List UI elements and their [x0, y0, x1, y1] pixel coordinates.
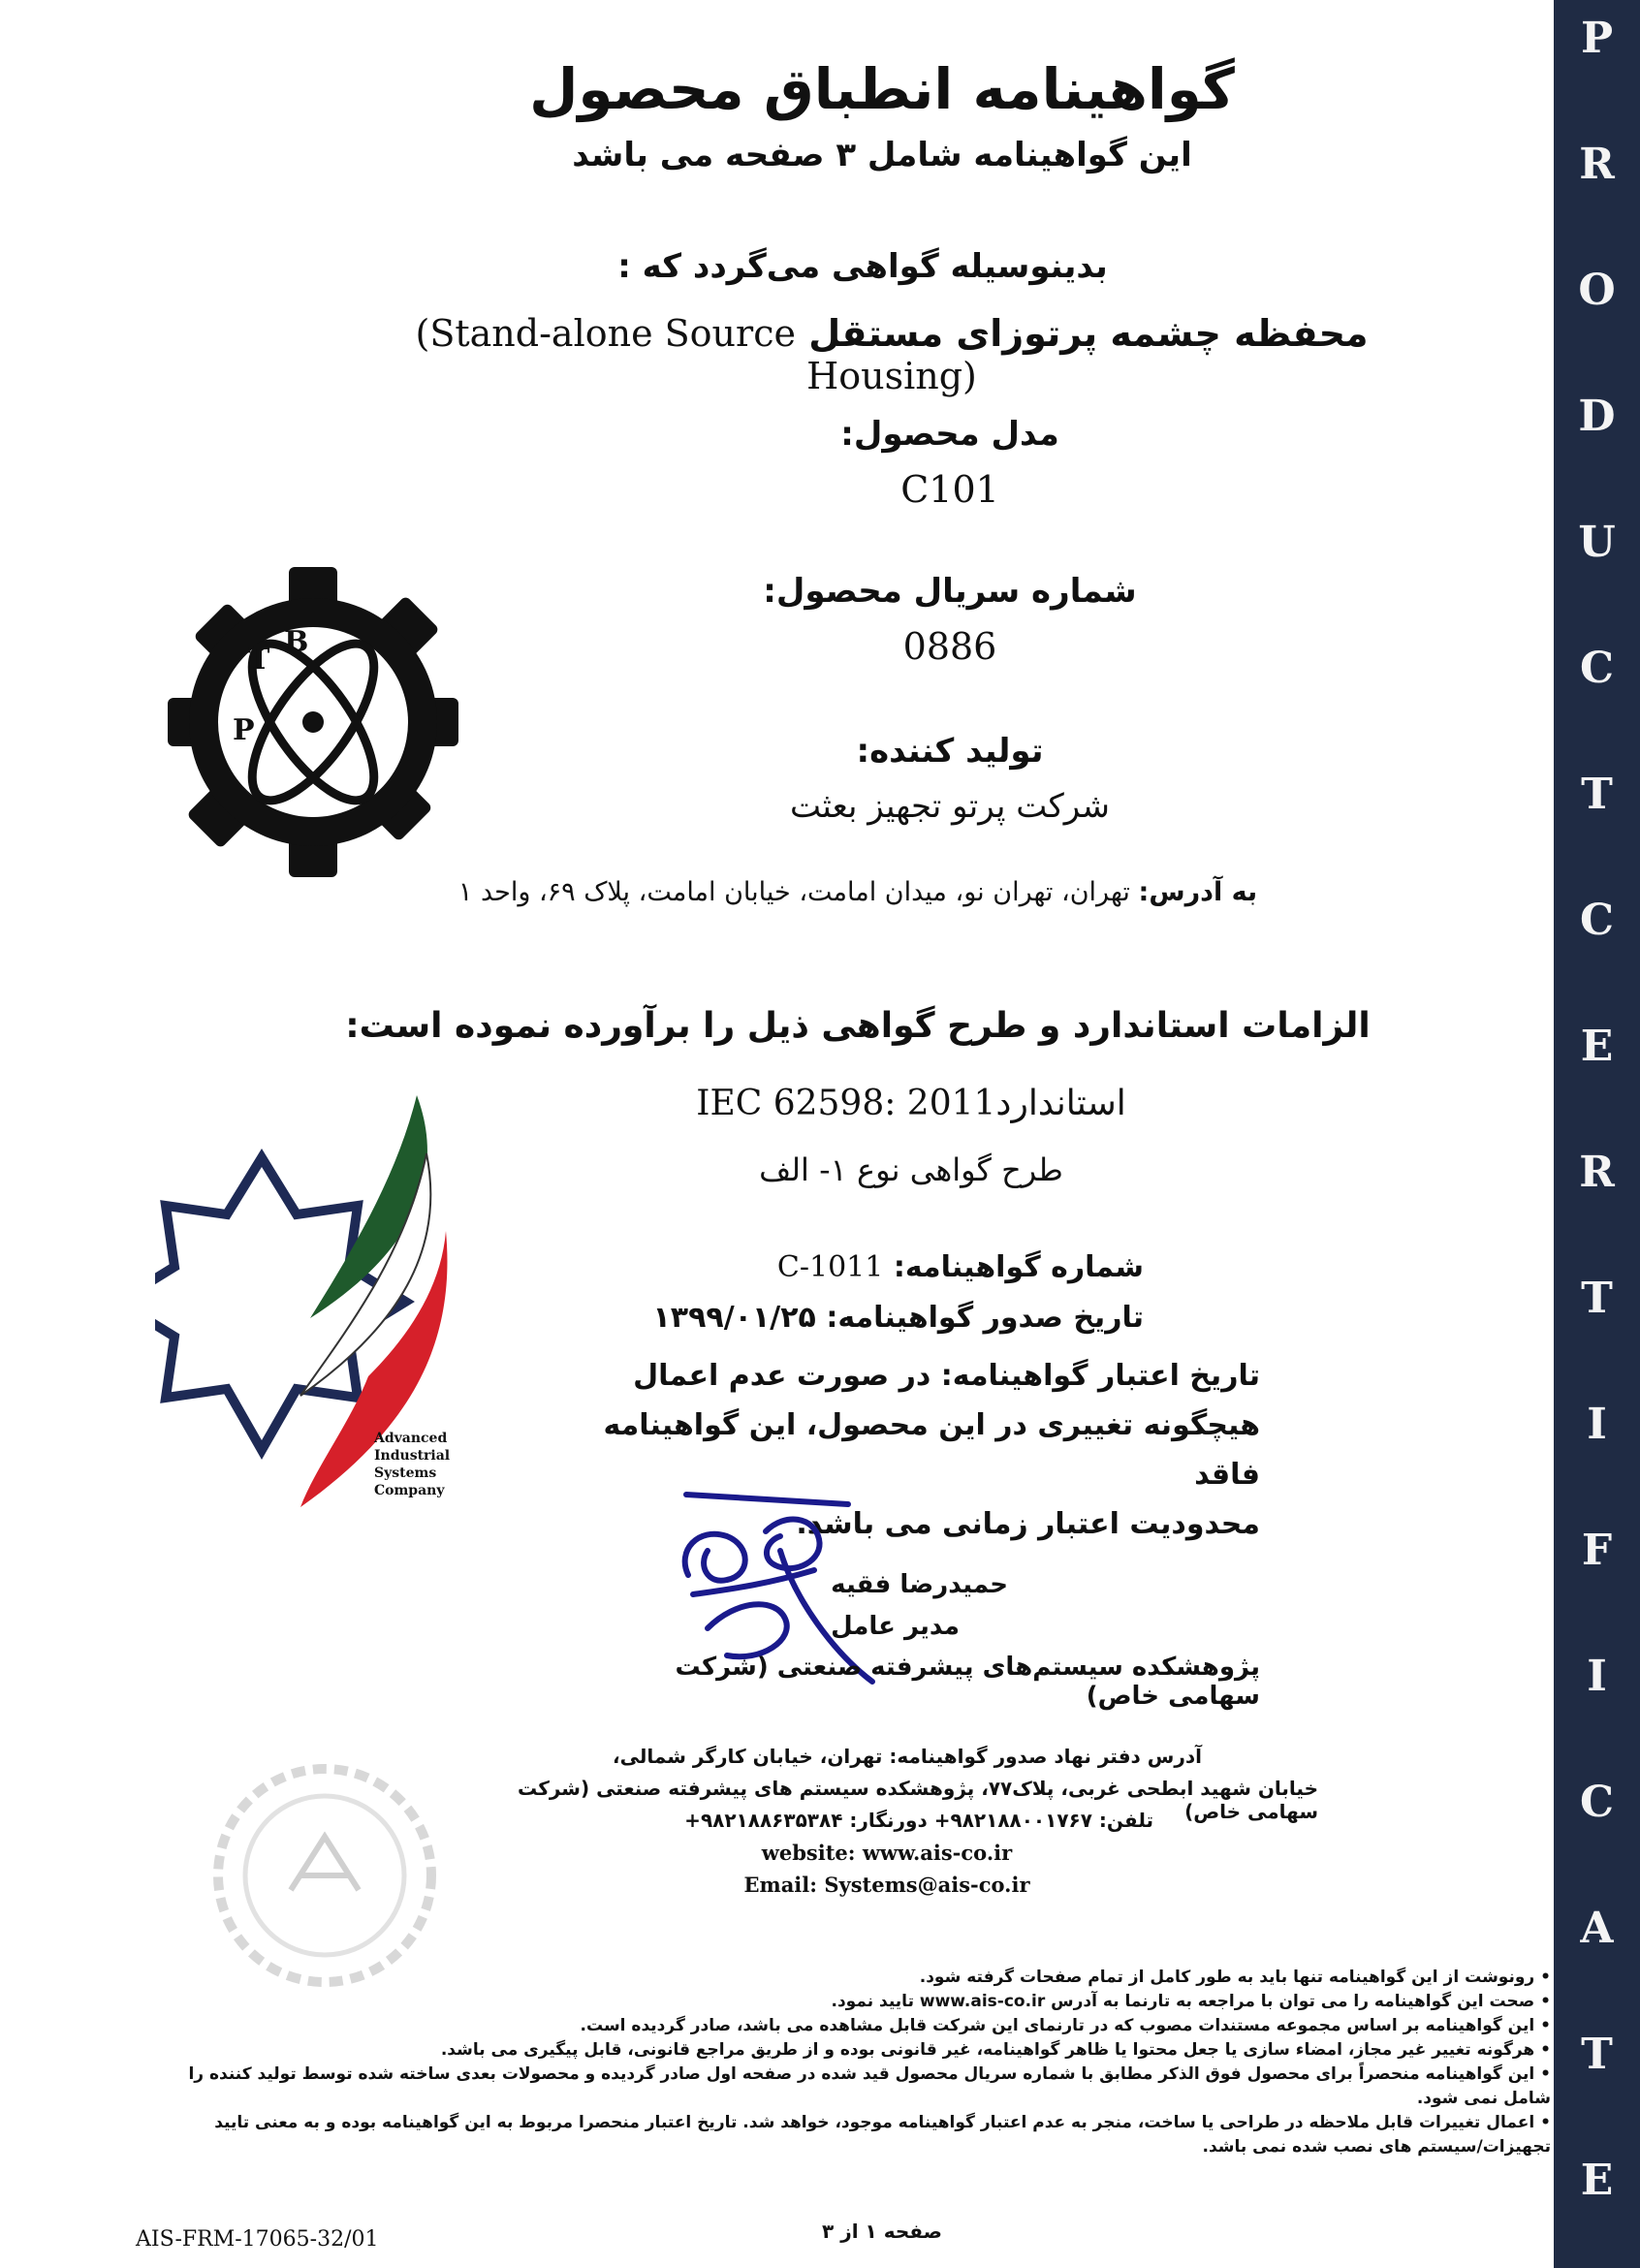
ptb-gear-logo [163, 562, 463, 882]
band-letter: U [1578, 518, 1616, 567]
note-item: • صحت این گواهینامه را می توان با مراجعه به تارنما به آدرس www.ais-co.ir تایید نمود. [831, 1992, 1551, 2011]
serial-label: شماره سریال محصول: [763, 572, 1137, 611]
model-label: مدل محصول: [840, 415, 1059, 454]
note-item: • این گواهینامه بر اساس مجموعه مستندات مصوب که در تارنمای این شرکت قابل مشاهده می باشد، صادر گردیده است. [580, 2016, 1551, 2035]
issuer-company: پژوهشکده سیستم‌های پیشرفته صنعتی (شرکت سهامی خاص) [675, 1653, 1260, 1711]
ptb-letter-t: T [248, 643, 270, 677]
band-letter: O [1578, 266, 1616, 315]
standard-value: IEC 62598: 2011 [696, 1084, 996, 1123]
note-text: صحت این گواهینامه را می توان با مراجعه به تارنما به آدرس www.ais-co.ir تایید نمود. [831, 1992, 1535, 2011]
manufacturer-address [368, 877, 1347, 907]
note-item: • این گواهینامه منحصراً برای محصول فوق الذکر مطابق با شماره سریال محصول قید شده در صفحه اول صادر گردیده و محصولات بعدی ساخته شده توسط تولید کننده را شامل نمی شود. [188, 2064, 1551, 2108]
band-letter: C [1579, 896, 1615, 945]
band-letter: A [1580, 1904, 1614, 1953]
certificate-number-value: C-1011 [776, 1250, 884, 1284]
issue-date-value: ۱۳۹۹/۰۱/۲۵ [652, 1301, 816, 1335]
band-letter: R [1579, 140, 1615, 189]
standard-line [601, 1084, 1221, 1123]
note-text: این گواهینامه منحصراً برای محصول فوق الذکر مطابق با شماره سریال محصول قید شده در صفحه اول صادر گردیده و محصولات بعدی ساخته شده توسط تولید کننده را شامل نمی شود. [188, 2064, 1551, 2108]
band-letter: P [1580, 14, 1614, 63]
certificate-subtitle: این گواهینامه شامل ۳ صفحه می باشد [572, 136, 1192, 174]
band-letter: D [1578, 392, 1616, 441]
band-letter: T [1581, 2030, 1613, 2079]
note-text: اعمال تغییرات قابل ملاحظه در طراحی یا ساخت، منجر به عدم اعتبار گواهینامه موجود، خواهد شد. تاریخ اعتبار منحصرا مربوط به این گواهینامه بوده و به معنی تایید تجهیزات/سیستم های نصب شده نمی باشد. [214, 2113, 1551, 2157]
certificate-number-label: شماره گواهینامه: [893, 1250, 1144, 1284]
band-letter: E [1580, 2156, 1614, 2205]
issue-date-label: تاریخ صدور گواهینامه: [826, 1301, 1144, 1335]
side-band-product-certificate [1554, 0, 1640, 2268]
address-value: تهران، تهران نو، میدان امامت، خیابان امامت، پلاک ۶۹، واحد ۱ [457, 877, 1130, 907]
signer-name: حمیدرضا فقیه [831, 1570, 1008, 1599]
band-letter: T [1581, 770, 1613, 819]
aisc-text-line: Systems [374, 1465, 437, 1481]
validity-label: تاریخ اعتبار گواهینامه: [940, 1359, 1260, 1393]
aisc-text-line: Industrial [374, 1448, 451, 1464]
signer-title: مدیر عامل [831, 1612, 960, 1641]
ptb-letter-p: P [233, 713, 255, 747]
notes-list [136, 1966, 1551, 2159]
certify-line: بدینوسیله گواهی می‌گردد که : [617, 247, 1108, 286]
note-item: • اعمال تغییرات قابل ملاحظه در طراحی یا ساخت، منجر به عدم اعتبار گواهینامه موجود، خواهد شد. تاریخ اعتبار منحصرا مربوط به این گواهینامه بوده و به معنی تایید تجهیزات/سیستم های نصب شده نمی باشد. [214, 2113, 1551, 2157]
product-name-en: (Stand-alone Source Housing) [415, 312, 977, 397]
aisc-text-line: Company [374, 1483, 445, 1498]
certificate-number [543, 1250, 1144, 1284]
validity-line-2: هیچگونه تغییری در این محصول، این گواهینامه فاقد [603, 1408, 1260, 1492]
model-value: C101 [900, 468, 999, 511]
page-number: صفحه ۱ از ۳ [822, 2220, 942, 2243]
note-text: رونوشت از این گواهینامه تنها باید به طور کامل از تمام صفحات گرفته شود. [919, 1968, 1535, 1987]
address-label: به آدرس: [1138, 877, 1258, 907]
certificate-title: گواهینامه انطباق محصول [529, 56, 1235, 122]
office-address-line: آدرس دفتر نهاد صدور گواهینامه: تهران، خیابان کارگر شمالی، [613, 1745, 1202, 1768]
manufacturer-label: تولید کننده: [856, 732, 1044, 771]
band-letter: R [1579, 1148, 1615, 1197]
seal-emblem-icon [291, 1837, 359, 1890]
band-letter: C [1579, 644, 1615, 693]
band-letter: C [1579, 1778, 1615, 1827]
band-letter: I [1587, 1652, 1607, 1701]
manufacturer-value: شرکت پرتو تجهیز بعثت [789, 787, 1111, 826]
band-letter: E [1580, 1022, 1614, 1071]
note-item: • هرگونه تغییر غیر مجاز، امضاء سازی یا جعل محتوا یا ظاهر گواهینامه، غیر قانونی بوده و از طریق مراجع قانونی، قابل پیگیری می باشد. [440, 2040, 1551, 2060]
aisc-text-line: Advanced [374, 1431, 448, 1446]
aisc-logo [155, 1086, 456, 1541]
issue-date [543, 1301, 1144, 1335]
product-name-fa: محفظه چشمه پرتوزای مستقل [808, 312, 1369, 355]
band-letter: F [1581, 1526, 1613, 1575]
office-address-line: خیابان شهید ابطحی غربی، پلاک۷۷، پژوهشکده سیستم های پیشرفته صنعتی (شرکت سهامی خاص) [518, 1777, 1318, 1823]
standard-label: استاندارد [995, 1084, 1126, 1123]
scheme-line: طرح گواهی نوع ۱- الف [759, 1151, 1063, 1188]
validity-line-1 [543, 1351, 1260, 1401]
note-item: • رونوشت از این گواهینامه تنها باید به طور کامل از تمام صفحات گرفته شود. [919, 1968, 1551, 1987]
validity [543, 1351, 1260, 1549]
email-link[interactable]: Email: Systems@ais-co.ir [743, 1873, 1030, 1897]
requirements-line: الزامات استاندارد و طرح گواهی ذیل را برآورده نموده است: [345, 1006, 1371, 1046]
serial-value: 0886 [902, 625, 997, 668]
ptb-letter-b: B [284, 625, 309, 659]
validity-line-3: محدودیت اعتبار زمانی می باشد. [796, 1507, 1260, 1541]
product-name [330, 312, 1454, 397]
band-letter: I [1587, 1400, 1607, 1449]
form-code: AIS-FRM-17065-32/01 [136, 2227, 379, 2252]
atom-nucleus-icon [302, 711, 324, 733]
note-text: هرگونه تغییر غیر مجاز، امضاء سازی یا جعل محتوا یا ظاهر گواهینامه، غیر قانونی بوده و از طریق مراجع قانونی، قابل پیگیری می باشد. [440, 2040, 1535, 2060]
validity-value-1: در صورت عدم اعمال [633, 1359, 931, 1393]
band-letter: T [1581, 1274, 1613, 1323]
embossed-seal [199, 1754, 451, 1997]
office-phone-line: تلفن: ۹۸۲۱۸۸۰۰۱۷۶۷+ دورنگار: ۹۸۲۱۸۸۶۳۵۳۸۴+ [684, 1809, 1153, 1832]
website-link[interactable]: website: www.ais-co.ir [761, 1841, 1013, 1865]
note-text: این گواهینامه بر اساس مجموعه مستندات مصوب که در تارنمای این شرکت قابل مشاهده می باشد، صادر گردیده است. [580, 2016, 1535, 2035]
